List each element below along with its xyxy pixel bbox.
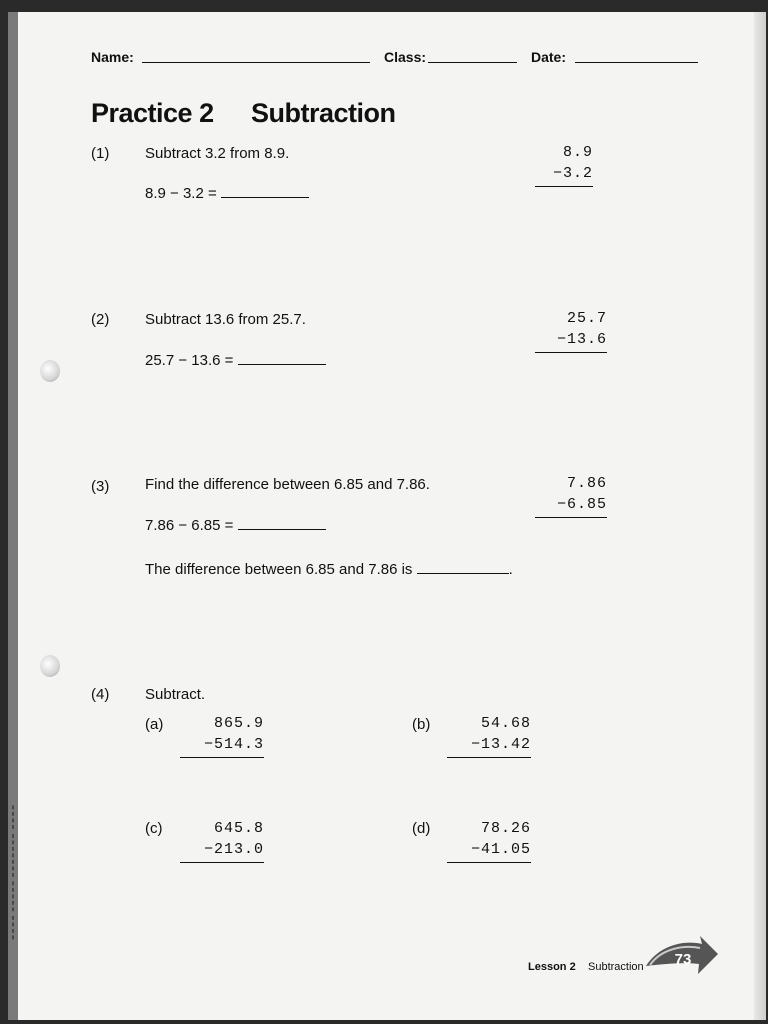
part-d-bottom: −41.05 (470, 841, 531, 858)
question-1-column (535, 142, 593, 187)
question-1-column-top: 8.9 (562, 144, 593, 161)
worksheet-page (8, 12, 766, 1020)
page-number: 73 (674, 951, 692, 968)
topic-title: Subtraction (251, 98, 396, 128)
part-a-top: 865.9 (213, 715, 264, 732)
question-1-equation-row (145, 185, 309, 202)
question-4-prompt: Subtract. (145, 686, 206, 703)
part-c-bottom: −213.0 (203, 841, 264, 858)
binder-hole-bottom (40, 655, 60, 677)
part-d-top: 78.26 (480, 820, 531, 837)
binder-hole-top (40, 360, 60, 382)
question-3-sentence-period: . (508, 561, 513, 578)
question-2-column (535, 308, 607, 353)
question-2-number: (2) (91, 311, 110, 328)
part-b-top: 54.68 (480, 715, 531, 732)
question-3-sentence-blank[interactable] (417, 561, 509, 574)
question-2-answer-blank[interactable] (238, 352, 326, 365)
part-d-column (447, 818, 531, 863)
question-3-equation: 7.86 − 6.85 = (145, 517, 234, 534)
question-3-number: (3) (91, 478, 110, 495)
part-b-rule (447, 755, 531, 758)
part-c-column (180, 818, 264, 863)
question-1-column-bottom: −3.2 (552, 165, 593, 182)
question-2-prompt: Subtract 13.6 from 25.7. (145, 311, 306, 328)
class-label: Class: (384, 49, 427, 65)
question-3-column (535, 473, 607, 518)
question-4-number: (4) (91, 686, 110, 703)
part-a-bottom: −514.3 (203, 736, 264, 753)
part-b-column (447, 713, 531, 758)
question-3-sentence-row (145, 561, 513, 578)
part-c-label: (c) (145, 820, 163, 837)
copyright-notice: ▮▮▮▮ ▮▮▮▮▮ ▮▮▮▮▮▮▮ ▮▮▮▮ (10, 803, 16, 940)
part-b-bottom: −13.42 (470, 736, 531, 753)
question-1-number: (1) (91, 145, 110, 162)
name-label: Name: (91, 49, 134, 65)
question-3-sentence: The difference between 6.85 and 7.86 is (145, 561, 413, 578)
footer-lesson: Lesson 2 (528, 961, 576, 973)
footer-topic: Subtraction (588, 961, 644, 973)
part-a-rule (180, 755, 264, 758)
question-1-equation: 8.9 − 3.2 = (145, 185, 217, 202)
date-label: Date: (531, 49, 567, 65)
part-d-rule (447, 860, 531, 863)
part-c-top: 645.8 (213, 820, 264, 837)
question-1-prompt: Subtract 3.2 from 8.9. (145, 145, 290, 162)
part-a-label: (a) (145, 716, 164, 733)
name-field[interactable] (142, 48, 370, 63)
part-c-rule (180, 860, 264, 863)
question-3-column-rule (535, 515, 607, 518)
question-1-answer-blank[interactable] (221, 185, 309, 198)
page-right-edge (754, 12, 766, 1020)
practice-title: Practice 2 (91, 98, 214, 128)
question-2-equation-row (145, 352, 326, 369)
part-b-label: (b) (412, 716, 431, 733)
question-2-column-top: 25.7 (566, 310, 607, 327)
question-2-equation: 25.7 − 13.6 = (145, 352, 234, 369)
question-3-column-top: 7.86 (566, 475, 607, 492)
question-3-equation-row (145, 517, 326, 534)
question-2-column-bottom: −13.6 (556, 331, 607, 348)
question-1-column-rule (535, 184, 593, 187)
date-field[interactable] (575, 48, 698, 63)
question-3-answer-blank[interactable] (238, 517, 326, 530)
part-d-label: (d) (412, 820, 431, 837)
question-2-column-rule (535, 350, 607, 353)
part-a-column (180, 713, 264, 758)
question-3-prompt: Find the difference between 6.85 and 7.86. (145, 476, 430, 493)
question-3-column-bottom: −6.85 (556, 496, 607, 513)
class-field[interactable] (428, 48, 517, 63)
